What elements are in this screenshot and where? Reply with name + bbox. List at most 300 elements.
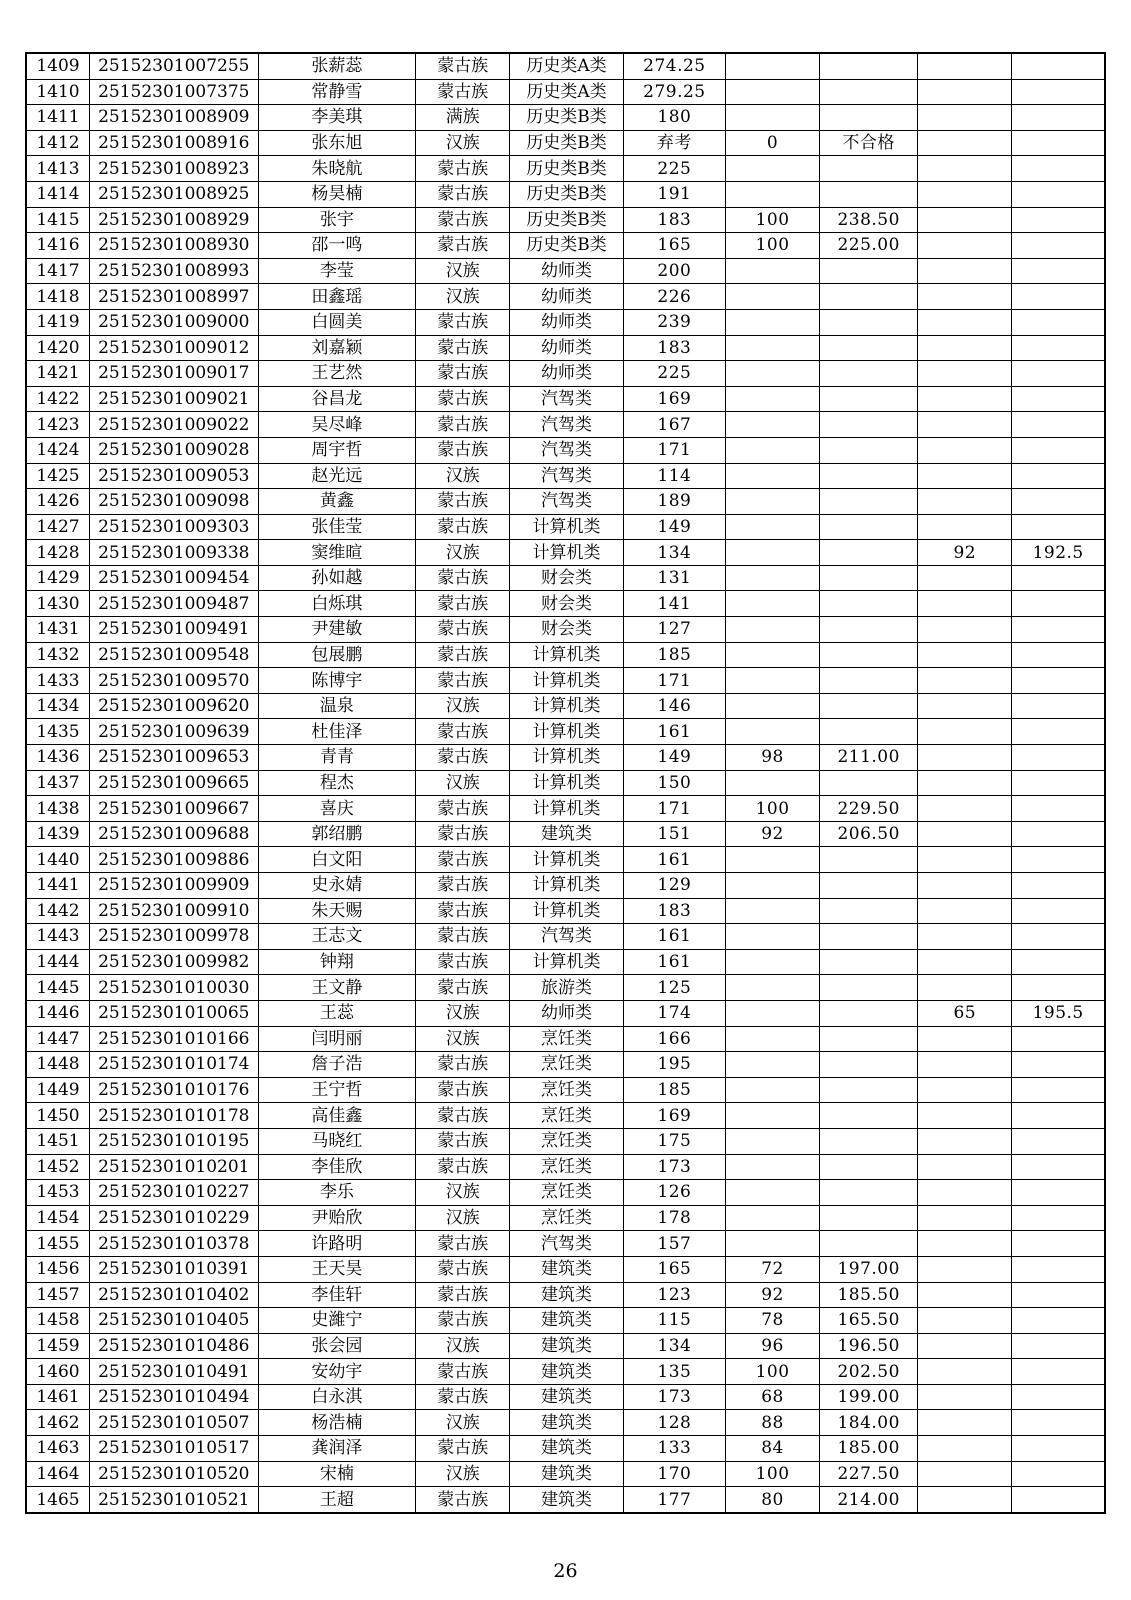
extra-score-cell bbox=[918, 770, 1012, 796]
score-cell: 183 bbox=[623, 335, 725, 361]
seq-cell: 1445 bbox=[26, 975, 89, 1001]
skill-score-cell bbox=[726, 924, 820, 950]
extra-total-cell bbox=[1012, 642, 1105, 668]
seq-cell: 1420 bbox=[26, 335, 89, 361]
score-cell: 166 bbox=[623, 1026, 725, 1052]
exam-id-cell: 25152301008909 bbox=[89, 105, 258, 131]
table-row bbox=[26, 258, 1105, 284]
seq-cell: 1458 bbox=[26, 1308, 89, 1334]
extra-score-cell bbox=[918, 156, 1012, 182]
category-cell: 历史类A类 bbox=[510, 53, 624, 79]
extra-total-cell bbox=[1012, 1026, 1105, 1052]
total-score-cell bbox=[820, 1052, 918, 1078]
seq-cell: 1440 bbox=[26, 847, 89, 873]
total-score-cell bbox=[820, 975, 918, 1001]
ethnicity-cell: 蒙古族 bbox=[416, 309, 510, 335]
ethnicity-cell: 蒙古族 bbox=[416, 1154, 510, 1180]
exam-id-cell: 25152301009978 bbox=[89, 924, 258, 950]
category-cell: 计算机类 bbox=[510, 745, 624, 771]
total-score-cell bbox=[820, 591, 918, 617]
total-score-cell bbox=[820, 79, 918, 105]
name-cell: 喜庆 bbox=[258, 796, 416, 822]
total-score-cell: 199.00 bbox=[820, 1384, 918, 1410]
score-cell: 146 bbox=[623, 693, 725, 719]
skill-score-cell bbox=[726, 975, 820, 1001]
extra-total-cell bbox=[1012, 975, 1105, 1001]
extra-score-cell bbox=[918, 284, 1012, 310]
name-cell: 宋楠 bbox=[258, 1461, 416, 1487]
ethnicity-cell: 汉族 bbox=[416, 1461, 510, 1487]
seq-cell: 1457 bbox=[26, 1282, 89, 1308]
skill-score-cell bbox=[726, 770, 820, 796]
score-cell: 171 bbox=[623, 437, 725, 463]
skill-score-cell bbox=[726, 540, 820, 566]
extra-score-cell bbox=[918, 821, 1012, 847]
seq-cell: 1427 bbox=[26, 514, 89, 540]
name-cell: 钟翔 bbox=[258, 949, 416, 975]
name-cell: 史永婧 bbox=[258, 873, 416, 899]
extra-score-cell bbox=[918, 1487, 1012, 1513]
name-cell: 赵光远 bbox=[258, 463, 416, 489]
table-row bbox=[26, 1180, 1105, 1206]
seq-cell: 1448 bbox=[26, 1052, 89, 1078]
ethnicity-cell: 蒙古族 bbox=[416, 437, 510, 463]
category-cell: 烹饪类 bbox=[510, 1154, 624, 1180]
exam-id-cell: 25152301010521 bbox=[89, 1487, 258, 1513]
skill-score-cell bbox=[726, 463, 820, 489]
total-score-cell bbox=[820, 719, 918, 745]
skill-score-cell: 78 bbox=[726, 1308, 820, 1334]
score-cell: 239 bbox=[623, 309, 725, 335]
score-cell: 161 bbox=[623, 719, 725, 745]
exam-id-cell: 25152301009098 bbox=[89, 489, 258, 515]
exam-id-cell: 25152301010201 bbox=[89, 1154, 258, 1180]
exam-id-cell: 25152301009053 bbox=[89, 463, 258, 489]
extra-score-cell bbox=[918, 361, 1012, 387]
extra-total-cell bbox=[1012, 617, 1105, 643]
ethnicity-cell: 蒙古族 bbox=[416, 1077, 510, 1103]
category-cell: 历史类B类 bbox=[510, 156, 624, 182]
extra-total-cell bbox=[1012, 1384, 1105, 1410]
seq-cell: 1425 bbox=[26, 463, 89, 489]
total-score-cell bbox=[820, 1231, 918, 1257]
skill-score-cell: 100 bbox=[726, 207, 820, 233]
total-score-cell bbox=[820, 463, 918, 489]
table-row bbox=[26, 642, 1105, 668]
name-cell: 王志文 bbox=[258, 924, 416, 950]
extra-score-cell bbox=[918, 1128, 1012, 1154]
skill-score-cell bbox=[726, 361, 820, 387]
table-row bbox=[26, 898, 1105, 924]
table-row bbox=[26, 821, 1105, 847]
extra-score-cell bbox=[918, 53, 1012, 79]
seq-cell: 1438 bbox=[26, 796, 89, 822]
ethnicity-cell: 蒙古族 bbox=[416, 1052, 510, 1078]
category-cell: 旅游类 bbox=[510, 975, 624, 1001]
name-cell: 周宇哲 bbox=[258, 437, 416, 463]
category-cell: 汽驾类 bbox=[510, 463, 624, 489]
seq-cell: 1409 bbox=[26, 53, 89, 79]
total-score-cell bbox=[820, 258, 918, 284]
table-row bbox=[26, 591, 1105, 617]
exam-id-cell: 25152301008930 bbox=[89, 233, 258, 259]
table-row bbox=[26, 1461, 1105, 1487]
skill-score-cell bbox=[726, 53, 820, 79]
total-score-cell: 206.50 bbox=[820, 821, 918, 847]
name-cell: 白烁琪 bbox=[258, 591, 416, 617]
table-row bbox=[26, 668, 1105, 694]
score-cell: 161 bbox=[623, 924, 725, 950]
total-score-cell: 227.50 bbox=[820, 1461, 918, 1487]
score-cell: 279.25 bbox=[623, 79, 725, 105]
seq-cell: 1465 bbox=[26, 1487, 89, 1513]
score-cell: 183 bbox=[623, 207, 725, 233]
name-cell: 程杰 bbox=[258, 770, 416, 796]
ethnicity-cell: 蒙古族 bbox=[416, 1231, 510, 1257]
name-cell: 王天昊 bbox=[258, 1256, 416, 1282]
extra-total-cell bbox=[1012, 821, 1105, 847]
total-score-cell bbox=[820, 847, 918, 873]
extra-score-cell bbox=[918, 924, 1012, 950]
table-row bbox=[26, 693, 1105, 719]
score-cell: 150 bbox=[623, 770, 725, 796]
extra-score-cell bbox=[918, 1461, 1012, 1487]
seq-cell: 1464 bbox=[26, 1461, 89, 1487]
name-cell: 王艺然 bbox=[258, 361, 416, 387]
seq-cell: 1463 bbox=[26, 1436, 89, 1462]
extra-score-cell bbox=[918, 1052, 1012, 1078]
extra-total-cell bbox=[1012, 309, 1105, 335]
total-score-cell bbox=[820, 489, 918, 515]
extra-total-cell bbox=[1012, 873, 1105, 899]
ethnicity-cell: 蒙古族 bbox=[416, 1256, 510, 1282]
seq-cell: 1451 bbox=[26, 1128, 89, 1154]
exam-id-cell: 25152301009909 bbox=[89, 873, 258, 899]
category-cell: 烹饪类 bbox=[510, 1026, 624, 1052]
score-cell: 167 bbox=[623, 412, 725, 438]
ethnicity-cell: 蒙古族 bbox=[416, 181, 510, 207]
skill-score-cell bbox=[726, 1052, 820, 1078]
skill-score-cell bbox=[726, 1077, 820, 1103]
score-cell: 195 bbox=[623, 1052, 725, 1078]
score-cell: 200 bbox=[623, 258, 725, 284]
ethnicity-cell: 汉族 bbox=[416, 1333, 510, 1359]
score-cell: 169 bbox=[623, 386, 725, 412]
category-cell: 幼师类 bbox=[510, 284, 624, 310]
ethnicity-cell: 汉族 bbox=[416, 1205, 510, 1231]
category-cell: 建筑类 bbox=[510, 1282, 624, 1308]
total-score-cell: 214.00 bbox=[820, 1487, 918, 1513]
score-cell: 185 bbox=[623, 642, 725, 668]
exam-id-cell: 25152301007375 bbox=[89, 79, 258, 105]
name-cell: 詹子浩 bbox=[258, 1052, 416, 1078]
seq-cell: 1432 bbox=[26, 642, 89, 668]
extra-total-cell bbox=[1012, 847, 1105, 873]
ethnicity-cell: 蒙古族 bbox=[416, 53, 510, 79]
extra-score-cell bbox=[918, 1256, 1012, 1282]
ethnicity-cell: 蒙古族 bbox=[416, 745, 510, 771]
skill-score-cell bbox=[726, 1026, 820, 1052]
skill-score-cell bbox=[726, 156, 820, 182]
category-cell: 建筑类 bbox=[510, 821, 624, 847]
total-score-cell bbox=[820, 1103, 918, 1129]
seq-cell: 1447 bbox=[26, 1026, 89, 1052]
extra-score-cell bbox=[918, 668, 1012, 694]
seq-cell: 1428 bbox=[26, 540, 89, 566]
score-cell: 170 bbox=[623, 1461, 725, 1487]
extra-total-cell bbox=[1012, 514, 1105, 540]
ethnicity-cell: 蒙古族 bbox=[416, 949, 510, 975]
seq-cell: 1460 bbox=[26, 1359, 89, 1385]
exam-id-cell: 25152301009667 bbox=[89, 796, 258, 822]
total-score-cell bbox=[820, 1180, 918, 1206]
seq-cell: 1414 bbox=[26, 181, 89, 207]
skill-score-cell: 100 bbox=[726, 1461, 820, 1487]
seq-cell: 1443 bbox=[26, 924, 89, 950]
ethnicity-cell: 蒙古族 bbox=[416, 514, 510, 540]
ethnicity-cell: 蒙古族 bbox=[416, 489, 510, 515]
score-cell: 151 bbox=[623, 821, 725, 847]
extra-total-cell bbox=[1012, 1154, 1105, 1180]
category-cell: 历史类B类 bbox=[510, 233, 624, 259]
skill-score-cell: 88 bbox=[726, 1410, 820, 1436]
extra-score-cell bbox=[918, 105, 1012, 131]
skill-score-cell: 100 bbox=[726, 233, 820, 259]
table-row bbox=[26, 719, 1105, 745]
skill-score-cell bbox=[726, 1205, 820, 1231]
total-score-cell bbox=[820, 898, 918, 924]
seq-cell: 1415 bbox=[26, 207, 89, 233]
exam-id-cell: 25152301009487 bbox=[89, 591, 258, 617]
extra-score-cell bbox=[918, 1154, 1012, 1180]
extra-score-cell bbox=[918, 130, 1012, 156]
skill-score-cell bbox=[726, 617, 820, 643]
seq-cell: 1411 bbox=[26, 105, 89, 131]
ethnicity-cell: 蒙古族 bbox=[416, 335, 510, 361]
name-cell: 王超 bbox=[258, 1487, 416, 1513]
exam-id-cell: 25152301010176 bbox=[89, 1077, 258, 1103]
extra-score-cell bbox=[918, 386, 1012, 412]
name-cell: 张会园 bbox=[258, 1333, 416, 1359]
seq-cell: 1429 bbox=[26, 565, 89, 591]
seq-cell: 1462 bbox=[26, 1410, 89, 1436]
total-score-cell bbox=[820, 693, 918, 719]
category-cell: 烹饪类 bbox=[510, 1205, 624, 1231]
exam-id-cell: 25152301010494 bbox=[89, 1384, 258, 1410]
category-cell: 历史类B类 bbox=[510, 207, 624, 233]
extra-total-cell bbox=[1012, 79, 1105, 105]
category-cell: 汽驾类 bbox=[510, 386, 624, 412]
category-cell: 财会类 bbox=[510, 617, 624, 643]
extra-score-cell bbox=[918, 949, 1012, 975]
total-score-cell bbox=[820, 873, 918, 899]
extra-total-cell bbox=[1012, 796, 1105, 822]
seq-cell: 1435 bbox=[26, 719, 89, 745]
ethnicity-cell: 蒙古族 bbox=[416, 796, 510, 822]
exam-id-cell: 25152301010391 bbox=[89, 1256, 258, 1282]
skill-score-cell bbox=[726, 873, 820, 899]
exam-id-cell: 25152301009338 bbox=[89, 540, 258, 566]
exam-id-cell: 25152301010378 bbox=[89, 1231, 258, 1257]
score-cell: 174 bbox=[623, 1000, 725, 1026]
extra-score-cell bbox=[918, 1384, 1012, 1410]
skill-score-cell bbox=[726, 105, 820, 131]
score-table-body bbox=[26, 53, 1105, 1513]
extra-total-cell bbox=[1012, 924, 1105, 950]
extra-score-cell bbox=[918, 591, 1012, 617]
category-cell: 建筑类 bbox=[510, 1384, 624, 1410]
exam-id-cell: 25152301009491 bbox=[89, 617, 258, 643]
exam-id-cell: 25152301009620 bbox=[89, 693, 258, 719]
total-score-cell bbox=[820, 335, 918, 361]
ethnicity-cell: 蒙古族 bbox=[416, 386, 510, 412]
extra-score-cell bbox=[918, 873, 1012, 899]
seq-cell: 1410 bbox=[26, 79, 89, 105]
seq-cell: 1431 bbox=[26, 617, 89, 643]
seq-cell: 1441 bbox=[26, 873, 89, 899]
score-cell: 171 bbox=[623, 796, 725, 822]
extra-score-cell bbox=[918, 565, 1012, 591]
name-cell: 杜佳泽 bbox=[258, 719, 416, 745]
score-cell: 149 bbox=[623, 745, 725, 771]
seq-cell: 1437 bbox=[26, 770, 89, 796]
name-cell: 王蕊 bbox=[258, 1000, 416, 1026]
category-cell: 烹饪类 bbox=[510, 1128, 624, 1154]
table-row bbox=[26, 1384, 1105, 1410]
skill-score-cell bbox=[726, 386, 820, 412]
table-row bbox=[26, 1487, 1105, 1513]
total-score-cell: 185.00 bbox=[820, 1436, 918, 1462]
extra-score-cell bbox=[918, 1436, 1012, 1462]
score-cell: 173 bbox=[623, 1154, 725, 1180]
skill-score-cell bbox=[726, 668, 820, 694]
skill-score-cell bbox=[726, 693, 820, 719]
table-row bbox=[26, 53, 1105, 79]
seq-cell: 1456 bbox=[26, 1256, 89, 1282]
table-row bbox=[26, 1282, 1105, 1308]
total-score-cell: 165.50 bbox=[820, 1308, 918, 1334]
extra-total-cell bbox=[1012, 1487, 1105, 1513]
extra-score-cell bbox=[918, 796, 1012, 822]
extra-total-cell bbox=[1012, 156, 1105, 182]
skill-score-cell bbox=[726, 437, 820, 463]
ethnicity-cell: 蒙古族 bbox=[416, 207, 510, 233]
extra-score-cell bbox=[918, 847, 1012, 873]
skill-score-cell bbox=[726, 489, 820, 515]
extra-score-cell bbox=[918, 181, 1012, 207]
extra-total-cell bbox=[1012, 1282, 1105, 1308]
score-cell: 128 bbox=[623, 1410, 725, 1436]
seq-cell: 1434 bbox=[26, 693, 89, 719]
table-row bbox=[26, 1333, 1105, 1359]
score-cell: 弃考 bbox=[623, 130, 725, 156]
category-cell: 汽驾类 bbox=[510, 489, 624, 515]
skill-score-cell bbox=[726, 591, 820, 617]
total-score-cell bbox=[820, 1077, 918, 1103]
score-cell: 183 bbox=[623, 898, 725, 924]
name-cell: 朱晓航 bbox=[258, 156, 416, 182]
extra-total-cell bbox=[1012, 181, 1105, 207]
extra-total-cell bbox=[1012, 770, 1105, 796]
total-score-cell bbox=[820, 1154, 918, 1180]
category-cell: 烹饪类 bbox=[510, 1052, 624, 1078]
table-row bbox=[26, 489, 1105, 515]
name-cell: 王宁哲 bbox=[258, 1077, 416, 1103]
skill-score-cell: 100 bbox=[726, 796, 820, 822]
name-cell: 包展鹏 bbox=[258, 642, 416, 668]
name-cell: 田鑫瑶 bbox=[258, 284, 416, 310]
name-cell: 许路明 bbox=[258, 1231, 416, 1257]
extra-score-cell bbox=[918, 233, 1012, 259]
ethnicity-cell: 汉族 bbox=[416, 130, 510, 156]
table-row bbox=[26, 1052, 1105, 1078]
exam-id-cell: 25152301009028 bbox=[89, 437, 258, 463]
skill-score-cell bbox=[726, 847, 820, 873]
table-row bbox=[26, 1128, 1105, 1154]
table-row bbox=[26, 796, 1105, 822]
table-row bbox=[26, 79, 1105, 105]
total-score-cell bbox=[820, 284, 918, 310]
extra-total-cell bbox=[1012, 1359, 1105, 1385]
skill-score-cell bbox=[726, 258, 820, 284]
exam-id-cell: 25152301010520 bbox=[89, 1461, 258, 1487]
exam-id-cell: 25152301007255 bbox=[89, 53, 258, 79]
extra-score-cell bbox=[918, 642, 1012, 668]
ethnicity-cell: 蒙古族 bbox=[416, 975, 510, 1001]
total-score-cell: 229.50 bbox=[820, 796, 918, 822]
skill-score-cell bbox=[726, 1000, 820, 1026]
exam-id-cell: 25152301008929 bbox=[89, 207, 258, 233]
name-cell: 孙如越 bbox=[258, 565, 416, 591]
total-score-cell bbox=[820, 949, 918, 975]
skill-score-cell: 100 bbox=[726, 1359, 820, 1385]
skill-score-cell: 96 bbox=[726, 1333, 820, 1359]
total-score-cell: 202.50 bbox=[820, 1359, 918, 1385]
extra-total-cell bbox=[1012, 1308, 1105, 1334]
table-row bbox=[26, 1000, 1105, 1026]
table-row bbox=[26, 1436, 1105, 1462]
table-row bbox=[26, 207, 1105, 233]
name-cell: 张薪蕊 bbox=[258, 53, 416, 79]
ethnicity-cell: 汉族 bbox=[416, 1180, 510, 1206]
ethnicity-cell: 蒙古族 bbox=[416, 79, 510, 105]
ethnicity-cell: 汉族 bbox=[416, 463, 510, 489]
category-cell: 计算机类 bbox=[510, 770, 624, 796]
ethnicity-cell: 蒙古族 bbox=[416, 233, 510, 259]
extra-total-cell bbox=[1012, 1128, 1105, 1154]
name-cell: 刘嘉颖 bbox=[258, 335, 416, 361]
total-score-cell bbox=[820, 53, 918, 79]
ethnicity-cell: 汉族 bbox=[416, 1410, 510, 1436]
exam-id-cell: 25152301010178 bbox=[89, 1103, 258, 1129]
seq-cell: 1452 bbox=[26, 1154, 89, 1180]
name-cell: 张佳莹 bbox=[258, 514, 416, 540]
extra-total-cell bbox=[1012, 1180, 1105, 1206]
seq-cell: 1436 bbox=[26, 745, 89, 771]
exam-id-cell: 25152301008916 bbox=[89, 130, 258, 156]
skill-score-cell bbox=[726, 949, 820, 975]
extra-total-cell bbox=[1012, 1410, 1105, 1436]
category-cell: 财会类 bbox=[510, 565, 624, 591]
total-score-cell bbox=[820, 309, 918, 335]
ethnicity-cell: 蒙古族 bbox=[416, 565, 510, 591]
table-row bbox=[26, 361, 1105, 387]
exam-id-cell: 25152301009688 bbox=[89, 821, 258, 847]
ethnicity-cell: 蒙古族 bbox=[416, 719, 510, 745]
category-cell: 历史类A类 bbox=[510, 79, 624, 105]
extra-total-cell bbox=[1012, 233, 1105, 259]
score-cell: 157 bbox=[623, 1231, 725, 1257]
